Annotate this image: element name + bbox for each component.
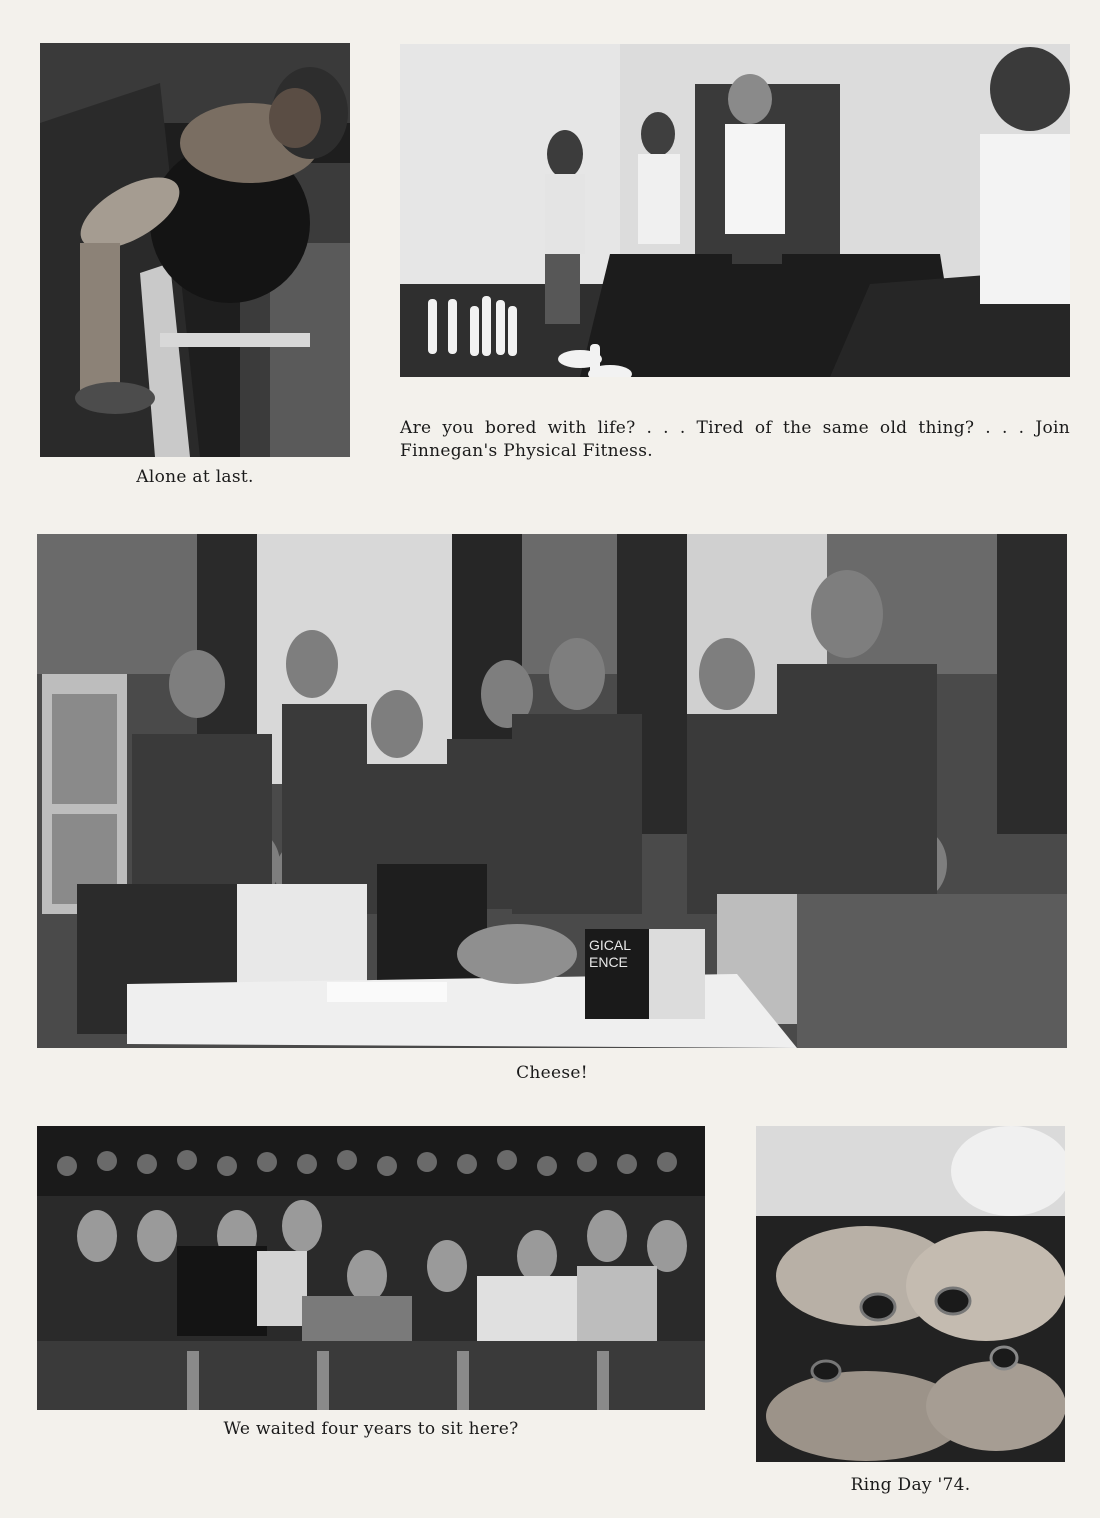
caption-physical-fitness-line-1: Are you bored with life? . . . Tired of the same old thing? . . . Join <box>400 418 1070 438</box>
caption-auditorium: We waited four years to sit here? <box>223 1419 519 1439</box>
photo-physical-fitness <box>400 44 1070 377</box>
caption-ring-day: Ring Day '74. <box>850 1475 971 1495</box>
caption-physical-fitness <box>400 417 1070 463</box>
book-text-2: ENCE <box>589 954 628 970</box>
book-text-1: GICAL <box>589 937 632 953</box>
caption-alone-at-last: Alone at last. <box>136 467 254 487</box>
photo-alone-at-last <box>40 43 350 457</box>
caption-cheese: Cheese! <box>516 1063 588 1083</box>
photo-ring-day <box>756 1126 1065 1462</box>
photo-auditorium <box>37 1126 705 1410</box>
photo-cheese-group <box>37 534 1067 1048</box>
caption-physical-fitness-line-2: Finnegan's Physical Fitness. <box>400 441 653 461</box>
